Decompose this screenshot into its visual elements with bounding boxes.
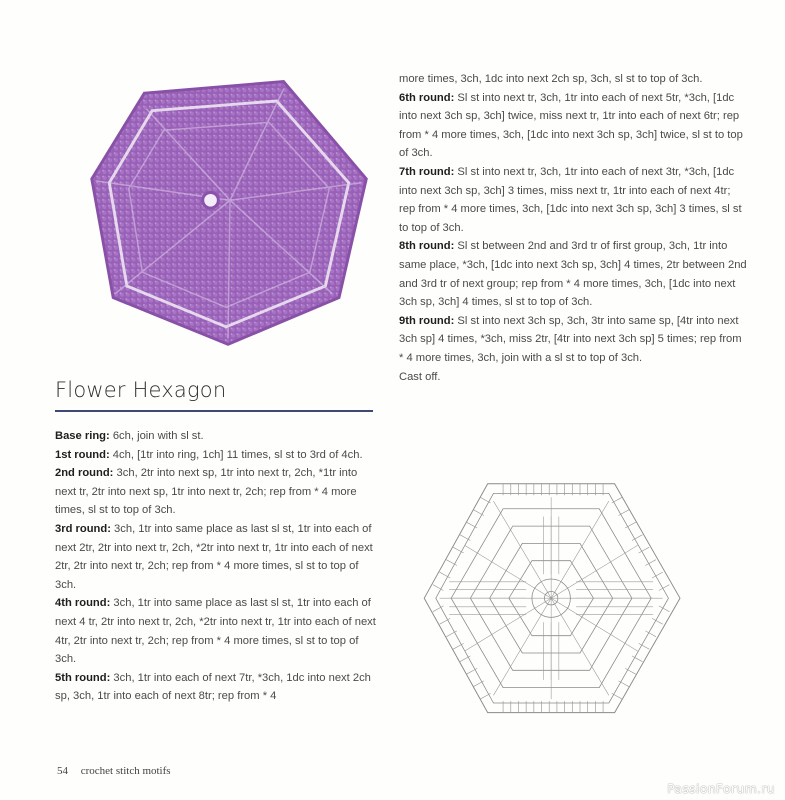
round-label: 9th round: [399,314,455,327]
round-label: 4th round: [55,597,111,610]
round-text: 6ch, join with sl st. [109,430,204,442]
title-divider [55,410,373,412]
round-text: 3ch, 1tr into same place as last sl st, 1tr into each of next 4 tr, 2tr into next tr, 2ch, *2tr into next tr, 1tr into each of next 4tr, 2tr into next tr, 2ch; rep from * 4 more times, sl st to top of 3ch. [55,597,376,666]
instruction-base-ring [55,427,377,446]
watermark: PassionForum.ru [667,781,775,796]
page-number: 54 [57,765,68,777]
round-label: 6th round: [399,91,455,104]
round-text: Sl st between 2nd and 3rd tr of first group, 3ch, 1tr into same place, *3ch, [1dc into next 3ch sp, 3ch] 4 times, 2tr between 2nd and 3rd tr of next group; rep from * 4 more times, 3ch, [1dc into next 3ch sp, 3ch] 4 times, sl st to top of 3ch. [399,240,747,309]
instructions-left-column [55,427,377,706]
round-label: 3rd round: [55,522,111,535]
instruction-round-8 [399,237,749,311]
instruction-round-3 [55,520,377,594]
instructions-right-column [399,70,749,386]
round-text: more times, 3ch, 1dc into next 2ch sp, 3ch, sl st to top of 3ch. [399,73,703,85]
instruction-round-5-continued [399,70,749,89]
page-footer [57,765,171,777]
round-label: 5th round: [55,671,111,684]
round-text: 3ch, 1tr into same place as last sl st, 1tr into each of next 2tr, 2tr into next tr, 2ch, *2tr into next tr, 1tr into each of next 2tr, 2tr into next tr, 2ch; rep from * 4 more times, sl st to top of 3ch. [55,522,373,591]
instruction-cast-off [399,368,749,387]
section-title: crochet stitch motifs [80,765,171,777]
instruction-round-4 [55,594,377,668]
instruction-round-9 [399,312,749,368]
round-label: 1st round: [55,448,110,461]
pattern-title: Flower Hexagon [55,378,227,402]
round-text: 3ch, 2tr into next sp, 1tr into next tr, 2ch, *1tr into next tr, 2tr into next sp, 1tr into next tr, 2ch; rep from * 4 more times, sl st to top of 3ch. [55,467,358,517]
instruction-round-5 [55,669,377,706]
crochet-hexagon-photo [84,64,376,356]
round-text: 4ch, [1tr into ring, 1ch] 11 times, sl st to 3rd of 4ch. [109,448,363,461]
round-label: 8th round: [399,240,455,253]
instruction-round-7 [399,163,749,237]
round-label: 7th round: [399,165,455,178]
round-text: 3ch, 1tr into each of next 7tr, *3ch, 1dc into next 2ch sp, 3ch, 1tr into each of next 8tr; rep from * 4 [55,671,371,703]
round-text: Cast off. [399,370,441,383]
round-label: Base ring: [55,430,110,442]
instruction-round-6 [399,89,749,163]
round-label: 2nd round: [55,467,114,480]
instruction-round-1 [55,446,377,465]
round-text: Sl st into next tr, 3ch, 1tr into each of next 3tr, *3ch, [1dc into next 3ch sp, 3ch] 3 times, miss next tr, 1tr into each of next 4tr; rep from * 4 more times, 3ch, [1dc into next 3ch sp, 3ch] 3 times, sl st to top of 3ch. [399,165,742,234]
round-text: Sl st into next tr, 3ch, 1tr into each of next 5tr, *3ch, [1dc into next 3ch sp, 3ch] twice, miss next tr, 1tr into each of next 6tr; rep from * 4 more times, 3ch, [1dc into next 3ch sp, 3ch] twice, sl st to top of 3ch. [399,91,743,160]
crochet-chart-diagram [420,478,690,728]
instruction-round-2 [55,464,377,520]
round-text: Sl st into next 3ch sp, 3ch, 3tr into same sp, [4tr into next 3ch sp] 4 times, *3ch, miss 2tr, [4tr into next 3ch sp] 5 times; rep from * 4 more times, 3ch, join with a sl st to top of 3ch. [399,314,742,364]
